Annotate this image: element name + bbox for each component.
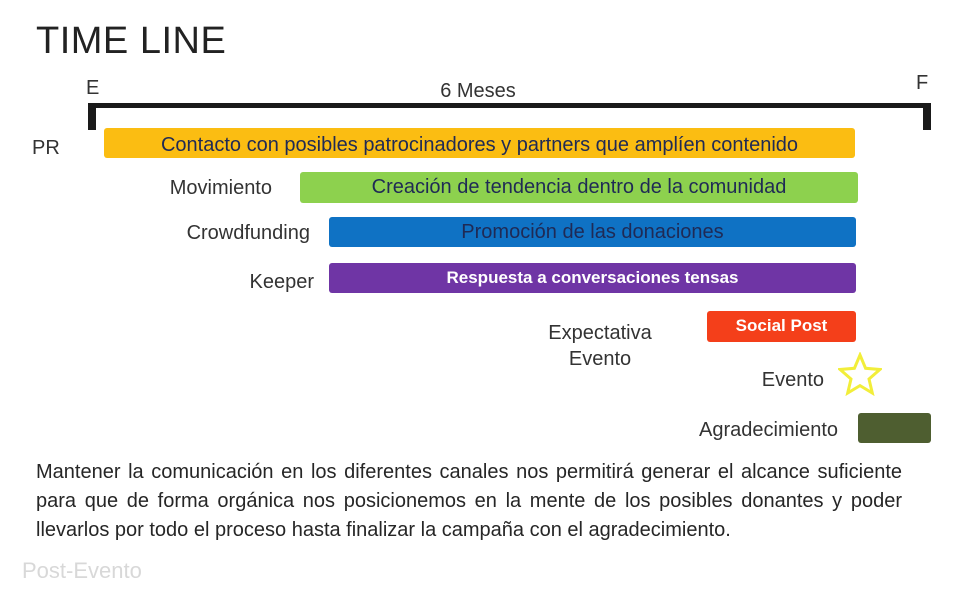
page-title: TIME LINE xyxy=(36,20,227,62)
row-label-evento: Evento xyxy=(761,369,824,391)
row-label-crowdfunding: Crowdfunding xyxy=(186,222,310,244)
bar-expectativa xyxy=(707,311,856,342)
bar-crowdfunding-text: Promoción de las donaciones xyxy=(461,220,724,243)
timeline-end-mark: F xyxy=(916,72,929,94)
bar-keeper xyxy=(329,263,856,293)
bar-keeper-text: Respuesta a conversaciones tensas xyxy=(446,267,739,287)
timeline-start-mark: E xyxy=(86,77,100,99)
timeline-bracket-end-tick xyxy=(923,103,931,130)
timeline-duration: 6 Meses xyxy=(440,80,516,102)
bar-agradecimiento xyxy=(858,413,931,443)
timeline-bracket-start-tick xyxy=(88,103,96,130)
post-evento-ghost-text: Post-Evento xyxy=(22,558,142,583)
timeline-bracket xyxy=(90,103,930,108)
row-label-keeper: Keeper xyxy=(249,271,314,293)
bar-movimiento-text: Creación de tendencia dentro de la comunidad xyxy=(371,176,787,199)
bar-pr xyxy=(104,128,855,158)
description-paragraph: Mantener la comunicación en los diferentes canales nos permitirá generar el alcance suficiente para que de forma orgánica nos posicionemos en la mente de los posibles donantes y poder llevarlos por todo el proceso hasta finalizar la campaña con el agradecimiento. xyxy=(36,461,902,541)
bar-pr-text: Contacto con posibles patrocinadores y partners que amplíen contenido xyxy=(160,133,799,156)
bar-crowdfunding xyxy=(329,217,856,247)
row-label-agradecimiento: Agradecimiento xyxy=(699,419,838,441)
row-label-expectativa: Expectativa Evento xyxy=(548,322,652,370)
bar-expectativa-text: Social Post xyxy=(735,316,828,336)
row-label-pr: PR xyxy=(32,137,60,159)
bar-movimiento xyxy=(300,172,858,203)
star-outline-icon xyxy=(838,352,882,396)
row-label-movimiento: Movimiento xyxy=(169,177,272,199)
